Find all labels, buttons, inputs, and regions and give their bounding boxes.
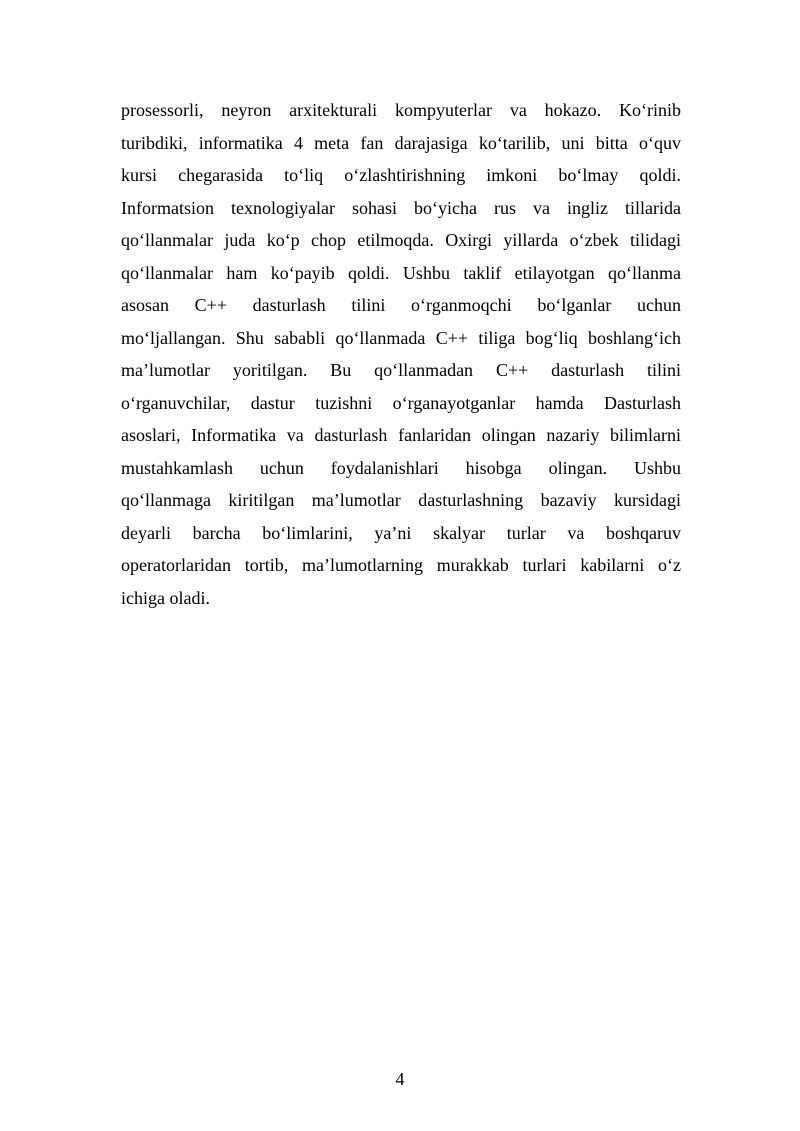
paragraph-line: moʻljallangan. Shu sababli qoʻllanmada C++ tiliga bogʻliq boshlangʻich [121,327,681,348]
paragraph-line: deyarli barcha boʻlimlarini, yaʼni skalyar turlar va boshqaruv [121,522,681,543]
page-number: 4 [395,1069,405,1089]
paragraph-line: Informatsion texnologiyalar sohasi boʻyicha rus va ingliz tillarida [121,197,681,218]
paragraph-line: qoʻllanmalar juda koʻp chop etilmoqda. Oxirgi yillarda oʻzbek tilidagi [121,230,681,250]
paragraph-line: ichiga oladi. [121,587,210,608]
paragraph-line: turibdiki, informatika 4 meta fan darajasiga koʻtarilib, uni bitta oʻquv [121,132,681,153]
paragraph-line: qoʻllanmalar ham koʻpayib qoldi. Ushbu taklif etilayotgan qoʻllanma [121,262,681,283]
body-paragraph [121,94,681,614]
paragraph-line: mustahkamlash uchun foydalanishlari hisobga olingan. Ushbu [121,457,681,478]
paragraph-line: maʼlumotlar yoritilgan. Bu qoʻllanmadan C++ dasturlash tilini [121,360,681,380]
paragraph-line: qoʻllanmaga kiritilgan maʼlumotlar dasturlashning bazaviy kursidagi [121,490,681,510]
paragraph-line: prosessorli, neyron arxitekturali kompyuterlar va hokazo. Koʻrinib [121,100,681,120]
paragraph-line: oʻrganuvchilar, dastur tuzishni oʻrganayotganlar hamda Dasturlash [121,392,681,413]
paragraph-line: asoslari, Informatika va dasturlash fanlaridan olingan nazariy bilimlarni [121,425,681,445]
paragraph-line: kursi chegarasida toʻliq oʻzlashtirishning imkoni boʻlmay qoldi. [121,165,681,185]
paragraph-line: asosan C++ dasturlash tilini oʻrganmoqchi boʻlganlar uchun [121,295,681,315]
paragraph-line: operatorlaridan tortib, maʼlumotlarning murakkab turlari kabilarni oʻz [121,555,681,575]
